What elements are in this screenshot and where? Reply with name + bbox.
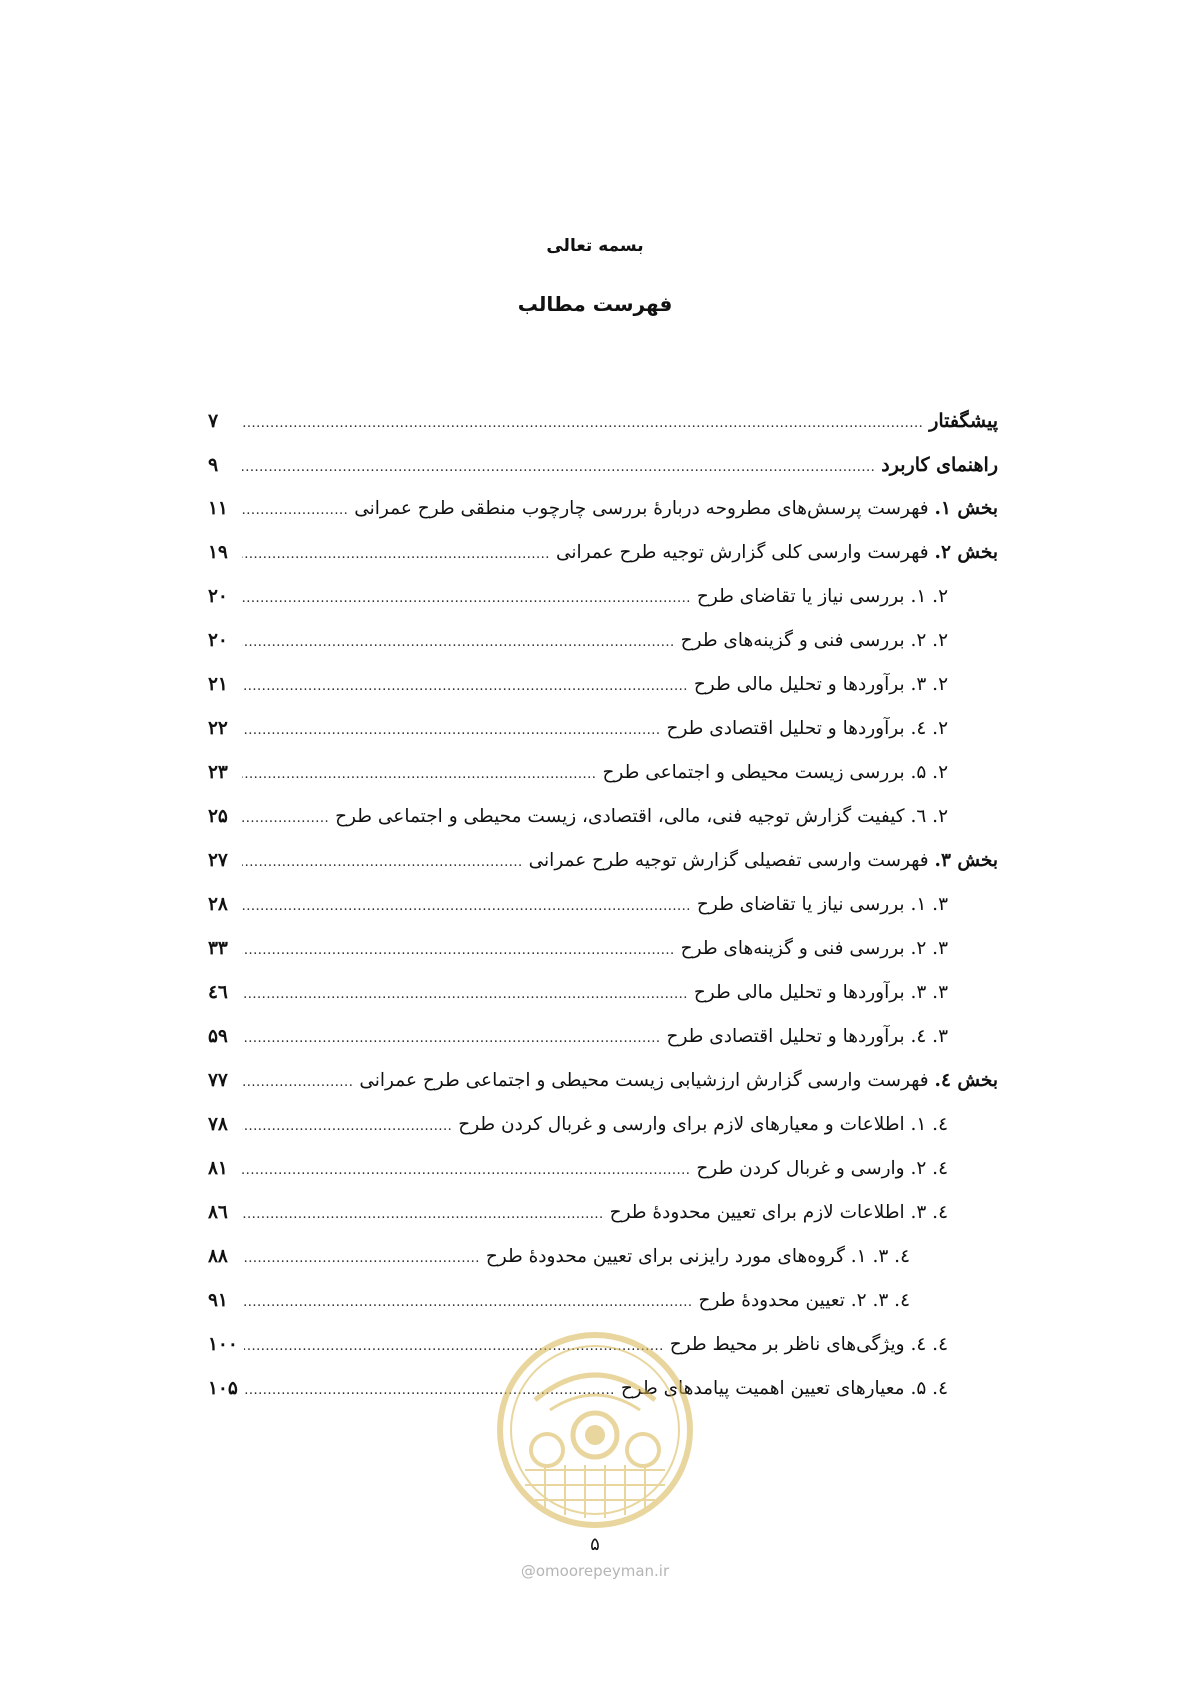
seal-watermark-icon [495, 1330, 695, 1530]
toc-entry-4-3[interactable] [208, 1198, 998, 1242]
toc-entry-page: ۱۱ [208, 498, 228, 519]
watermark-text: @omoorepeyman.ir [520, 1562, 670, 1580]
toc-entry-page: ۷ [208, 410, 219, 432]
toc-entry-4-1[interactable] [208, 1110, 998, 1154]
toc-entry-label: ٤. ۱. اطلاعات و معیارهای لازم برای وارسی و غربال کردن طرح [458, 1114, 948, 1135]
section-label: بخش ٤. [934, 1070, 998, 1091]
toc-entry-label: ٤. ٤. ویژگی‌های ناظر بر محیط طرح [669, 1334, 948, 1355]
dot-leader [242, 584, 691, 614]
table-of-contents [208, 406, 998, 1418]
toc-entry-label: فهرست وارسی گزارش ارزشیابی زیست محیطی و اجتماعی طرح عمرانی [359, 1070, 929, 1091]
dot-leader [242, 1112, 452, 1142]
toc-entry-2-5[interactable] [208, 758, 998, 802]
dot-leader [242, 1200, 604, 1230]
toc-entry-label: ۲. ۲. بررسی فنی و گزینه‌های طرح [680, 630, 948, 651]
dot-leader [242, 804, 329, 834]
dot-leader [242, 409, 923, 439]
toc-entry-label: ۳. ۳. برآوردها و تحلیل مالی طرح [693, 982, 948, 1003]
toc-entry-2-4[interactable] [208, 714, 998, 758]
toc-entry-page: ۲۰ [208, 630, 228, 651]
dot-leader [242, 1288, 693, 1318]
toc-entry-page: ۱۰۵ [208, 1378, 238, 1399]
toc-entry-label: فهرست پرسش‌های مطروحه دربارهٔ بررسی چارچوب منطقی طرح عمرانی [354, 498, 929, 519]
toc-entry-section-2[interactable] [208, 538, 998, 582]
dot-leader [242, 540, 550, 570]
toc-entry-label: ۳. ۲. بررسی فنی و گزینه‌های طرح [680, 938, 948, 959]
toc-entry-label: ٤. ۵. معیارهای تعیین اهمیت پیامدهای طرح [620, 1378, 948, 1399]
toc-entry-page: ٤٦ [208, 982, 228, 1003]
toc-entry-label: ۳. ٤. برآوردها و تحلیل اقتصادی طرح [666, 1026, 948, 1047]
toc-entry-section-1[interactable] [208, 494, 998, 538]
toc-entry-2-2[interactable] [208, 626, 998, 670]
toc-entry-2-3[interactable] [208, 670, 998, 714]
dot-leader [242, 936, 675, 966]
toc-entry-label: ٤. ۳. ۱. گروه‌های مورد رایزنی برای تعیین محدودهٔ طرح [485, 1246, 910, 1267]
dot-leader [242, 1244, 480, 1274]
dot-leader [242, 628, 675, 658]
toc-entry-label: فهرست وارسی کلی گزارش توجیه طرح عمرانی [555, 542, 929, 563]
toc-entry-4-3-1[interactable] [208, 1242, 998, 1286]
section-label: بخش ۱. [934, 498, 998, 519]
toc-entry-label: پیشگفتار [929, 410, 998, 432]
toc-entry-label: راهنمای کاربرد [881, 454, 998, 476]
page-number: ۵ [590, 1534, 600, 1555]
dot-leader [242, 1156, 690, 1186]
dot-leader [242, 453, 875, 483]
toc-entry-page: ۲۸ [208, 894, 228, 915]
dot-leader [242, 496, 348, 526]
toc-entry-4-3-2[interactable] [208, 1286, 998, 1330]
toc-entry-page: ۲۰ [208, 586, 228, 607]
toc-entry-label: فهرست وارسی تفصیلی گزارش توجیه طرح عمرانی [528, 850, 929, 871]
toc-entry-page: ۹۱ [208, 1290, 228, 1311]
page-title: فهرست مطالب [517, 292, 673, 316]
section-label: بخش ۲. [934, 542, 998, 563]
dot-leader [242, 760, 596, 790]
toc-entry-page: ۸۱ [208, 1158, 228, 1179]
toc-entry-4-2[interactable] [208, 1154, 998, 1198]
toc-entry-3-1[interactable] [208, 890, 998, 934]
toc-entry-page: ۸۸ [208, 1246, 228, 1267]
toc-entry-3-3[interactable] [208, 978, 998, 1022]
toc-entry-page: ۲۳ [208, 762, 228, 783]
toc-entry-label: ۲. ۱. بررسی نیاز یا تقاضای طرح [696, 586, 948, 607]
dot-leader [242, 892, 691, 922]
dot-leader [242, 716, 661, 746]
toc-entry-label: ٤. ۲. وارسی و غربال کردن طرح [696, 1158, 948, 1179]
toc-entry-section-3[interactable] [208, 846, 998, 890]
toc-entry-preface[interactable] [208, 406, 998, 450]
toc-entry-page: ۹ [208, 454, 219, 476]
toc-entry-3-2[interactable] [208, 934, 998, 978]
toc-entry-page: ۱۹ [208, 542, 228, 563]
toc-entry-page: ۱۰۰ [208, 1334, 238, 1355]
toc-entry-section-4[interactable] [208, 1066, 998, 1110]
toc-entry-label: ٤. ۳. اطلاعات لازم برای تعیین محدودهٔ طرح [609, 1202, 948, 1223]
toc-entry-label: ۳. ۱. بررسی نیاز یا تقاضای طرح [696, 894, 948, 915]
toc-entry-page: ۷۸ [208, 1114, 228, 1135]
toc-entry-label: ٤. ۳. ۲. تعیین محدودهٔ طرح [698, 1290, 910, 1311]
toc-entry-label: ۲. ۵. بررسی زیست محیطی و اجتماعی طرح [602, 762, 948, 783]
toc-entry-label: ۲. ۳. برآوردها و تحلیل مالی طرح [693, 674, 948, 695]
toc-entry-3-4[interactable] [208, 1022, 998, 1066]
toc-entry-guide[interactable] [208, 450, 998, 494]
toc-entry-page: ۳۳ [208, 938, 228, 959]
toc-entry-page: ۵۹ [208, 1026, 228, 1047]
section-label: بخش ۳. [934, 850, 998, 871]
dot-leader [242, 672, 688, 702]
toc-entry-page: ۲۱ [208, 674, 228, 695]
dot-leader [242, 980, 688, 1010]
invocation-heading: بسمه تعالی [546, 236, 644, 256]
toc-entry-label: ۲. ٦. کیفیت گزارش توجیه فنی، مالی، اقتصادی، زیست محیطی و اجتماعی طرح [335, 806, 948, 827]
toc-entry-page: ۸٦ [208, 1202, 228, 1223]
toc-entry-page: ۲۵ [208, 806, 228, 827]
toc-entry-page: ۲۲ [208, 718, 228, 739]
toc-entry-page: ۷۷ [208, 1070, 228, 1091]
toc-entry-page: ۲۷ [208, 850, 228, 871]
dot-leader [242, 1068, 353, 1098]
dot-leader [242, 848, 523, 878]
dot-leader [242, 1024, 661, 1054]
toc-entry-2-6[interactable] [208, 802, 998, 846]
toc-entry-2-1[interactable] [208, 582, 998, 626]
toc-entry-label: ۲. ٤. برآوردها و تحلیل اقتصادی طرح [666, 718, 948, 739]
